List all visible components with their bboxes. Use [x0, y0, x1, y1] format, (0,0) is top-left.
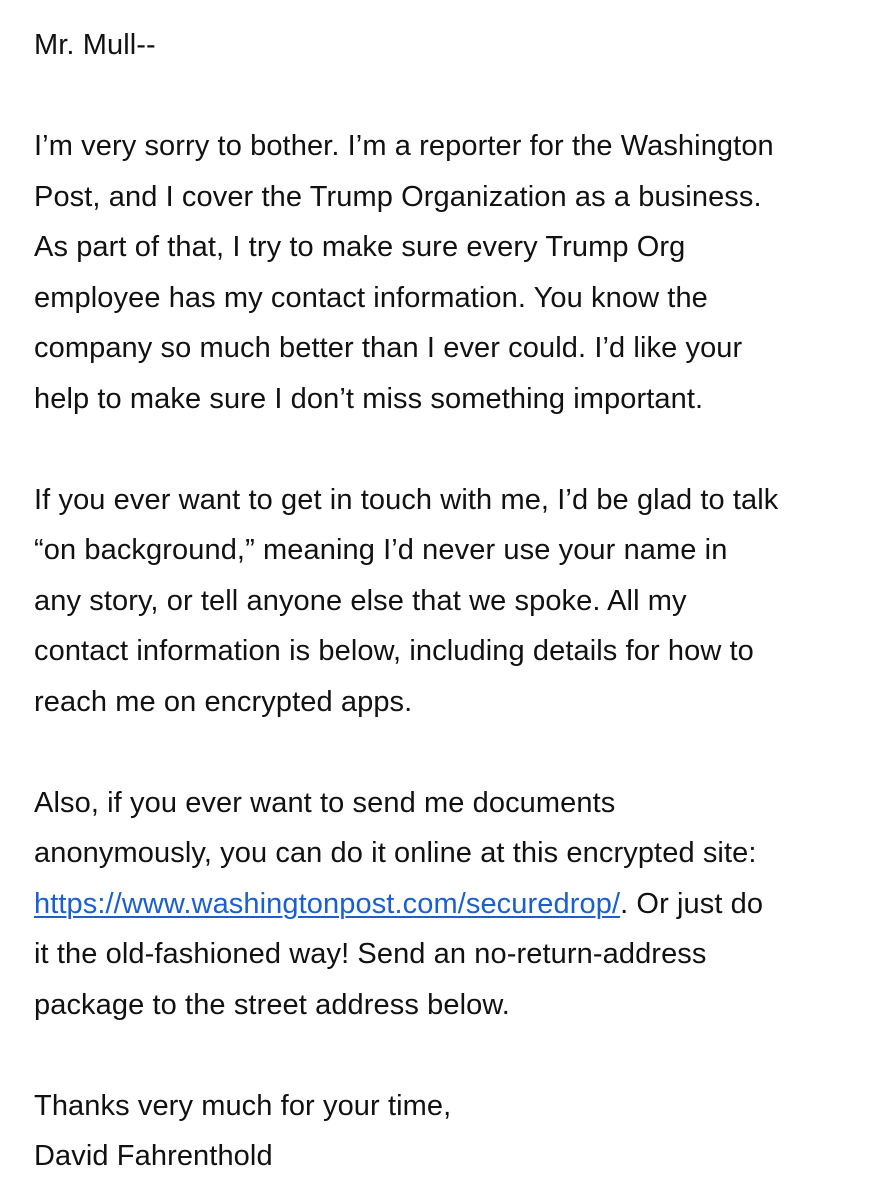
paragraph-line: “on background,” meaning I’d never use your name in — [34, 534, 728, 566]
paragraph-introduction — [34, 121, 854, 424]
closing: Thanks very much for your time, — [34, 1089, 452, 1122]
securedrop-link[interactable]: https://www.washingtonpost.com/securedrop/ — [34, 887, 621, 920]
paragraph-spacer — [34, 71, 854, 122]
paragraph-line: help to make sure I don’t miss something important. — [34, 382, 704, 415]
paragraph-line: it the old-fashioned way! Send an no-return-address — [34, 938, 707, 970]
paragraph-spacer — [34, 727, 854, 778]
paragraph-line: any story, or tell anyone else that we spoke. All my — [34, 584, 687, 617]
paragraph-line: If you ever want to get in touch with me, I’d be glad to talk — [34, 483, 779, 516]
paragraph-line: reach me on encrypted apps. — [34, 685, 413, 718]
greeting: Mr. Mull-- — [34, 29, 156, 61]
paragraph-line: contact information is below, including details for how to — [34, 635, 754, 667]
paragraph-line: employee has my contact information. You know the — [34, 281, 708, 314]
link-trailing-text: . Or just do — [620, 887, 764, 920]
email-body — [34, 20, 854, 1182]
paragraph-line: I’m very sorry to bother. I’m a reporter for the Washington — [34, 130, 774, 162]
paragraph-background-offer — [34, 475, 854, 728]
paragraph-line: Also, if you ever want to send me documents — [34, 786, 616, 819]
paragraph-documents — [34, 778, 854, 1031]
paragraph-line: As part of that, I try to make sure every Trump Org — [34, 231, 686, 263]
paragraph-line: anonymously, you can do it online at this encrypted site: — [34, 837, 757, 869]
paragraph-line: company so much better than I ever could. I’d like your — [34, 332, 743, 364]
paragraph-line-with-link — [34, 879, 854, 930]
paragraph-line: package to the street address below. — [34, 988, 510, 1021]
paragraph-line: Post, and I cover the Trump Organization as a business. — [34, 180, 762, 213]
paragraph-spacer — [34, 1030, 854, 1081]
signature: David Fahrenthold — [34, 1140, 273, 1172]
paragraph-spacer — [34, 424, 854, 475]
